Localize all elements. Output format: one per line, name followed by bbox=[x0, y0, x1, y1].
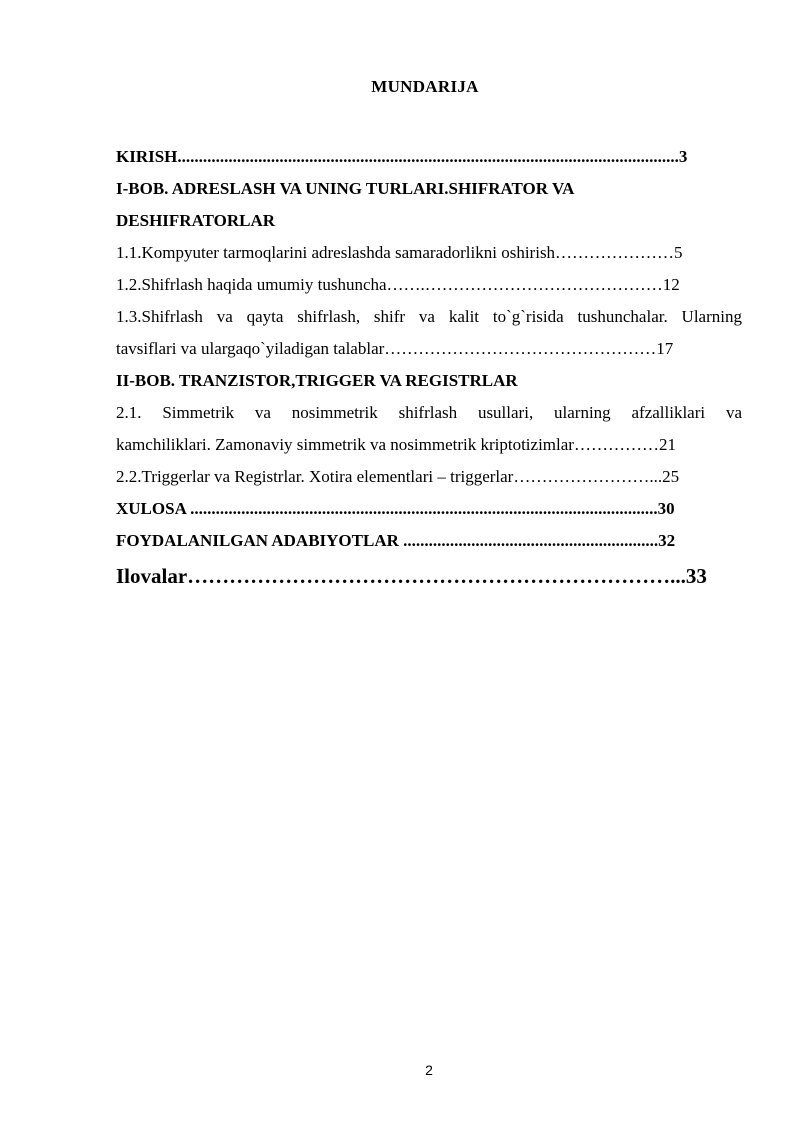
toc-entry-xulosa: XULOSA ..............................................................................................................30 bbox=[116, 499, 675, 518]
toc-chapter-2-prefix: II-BOB bbox=[116, 371, 171, 390]
toc-entry-kirish: KIRISH......................................................................................................................3 bbox=[116, 147, 688, 166]
toc-entry-foydalanilgan-adabiyotlar: FOYDALANILGAN ADABIYOTLAR ............................................................32 bbox=[116, 531, 676, 550]
toc-entry-2-1-line-2: kamchiliklari. Zamonaviy simmetrik va nosimmetrik kriptotizimlar……………21 bbox=[116, 435, 676, 454]
toc-entry-2-2: 2.2.Triggerlar va Registrlar. Xotira elementlari – triggerlar……………………...25 bbox=[116, 467, 680, 486]
table-of-contents bbox=[116, 141, 742, 593]
toc-chapter-2-title bbox=[116, 365, 742, 397]
toc-chapter-1-title-line-1: I-BOB. ADRESLASH VA UNING TURLARI.SHIFRATOR VA bbox=[116, 179, 575, 198]
page-number: 2 bbox=[425, 1062, 433, 1078]
toc-chapter-2-rest: . TRANZISTOR,TRIGGER VA REGISTRLAR bbox=[170, 371, 518, 390]
toc-entry-ilovalar: Ilovalar……………………………………………………………...33 bbox=[116, 564, 707, 588]
toc-entry-2-1-line-1: 2.1. Simmetrik va nosimmetrik shifrlash usullari, ularning afzalliklari va bbox=[116, 403, 742, 422]
toc-chapter-1-title-line-2: DESHIFRATORLAR bbox=[116, 211, 276, 230]
toc-entry-1-2: 1.2.Shifrlash haqida umumiy tushuncha…….……………………………………12 bbox=[116, 275, 680, 294]
toc-entry-1-3-line-2: tavsiflari va ulargaqo`yiladigan talablar…………………………………………17 bbox=[116, 339, 674, 358]
page-title: MUNDARIJA bbox=[371, 77, 479, 96]
toc-entry-1-1: 1.1.Kompyuter tarmoqlarini adreslashda samaradorlikni oshirish…………………5 bbox=[116, 243, 683, 262]
toc-entry-1-3-line-1: 1.3.Shifrlash va qayta shifrlash, shifr va kalit to`g`risida tushunchalar. Ularning bbox=[116, 307, 742, 326]
